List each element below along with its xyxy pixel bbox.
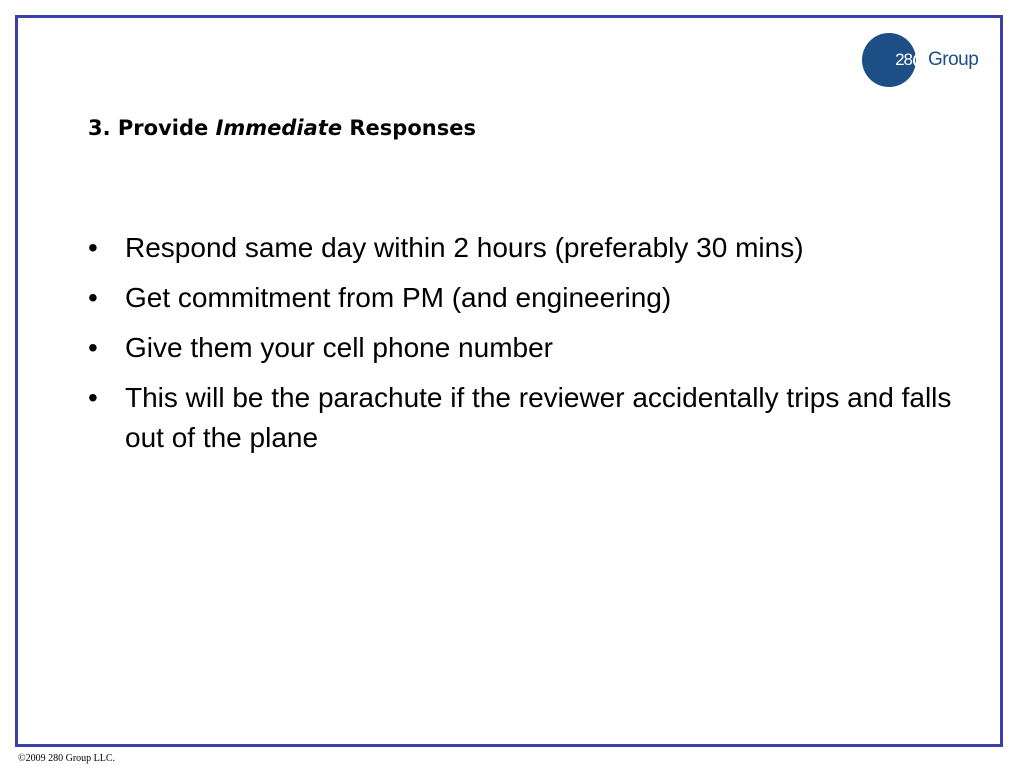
bullet-text: Give them your cell phone number (125, 332, 553, 363)
bullet-item (88, 328, 968, 368)
title-suffix: Responses (342, 116, 476, 140)
logo-number: 28 (895, 50, 912, 69)
bullet-marker: • (88, 282, 98, 313)
company-logo (862, 33, 978, 87)
title-prefix: 3. Provide (88, 116, 216, 140)
bullet-item (88, 378, 968, 458)
bullet-list (88, 228, 968, 468)
footer-copyright: ©2009 280 Group LLC. (18, 753, 116, 764)
bullet-marker: • (88, 382, 98, 413)
bullet-text: This will be the parachute if the reviewer accidentally trips and falls out of the plane (125, 382, 952, 453)
bullet-text: Get commitment from PM (and engineering) (125, 282, 672, 313)
bullet-marker: • (88, 232, 98, 263)
bullet-marker: • (88, 332, 98, 363)
logo-circle (862, 33, 916, 87)
logo-word: Group (928, 49, 979, 70)
logo-ring-icon (913, 53, 926, 68)
bullet-item (88, 278, 968, 318)
bullet-item (88, 228, 968, 268)
slide-title (88, 116, 476, 140)
title-emphasis: Immediate (215, 116, 343, 140)
bullet-text: Respond same day within 2 hours (preferably 30 mins) (125, 232, 804, 263)
